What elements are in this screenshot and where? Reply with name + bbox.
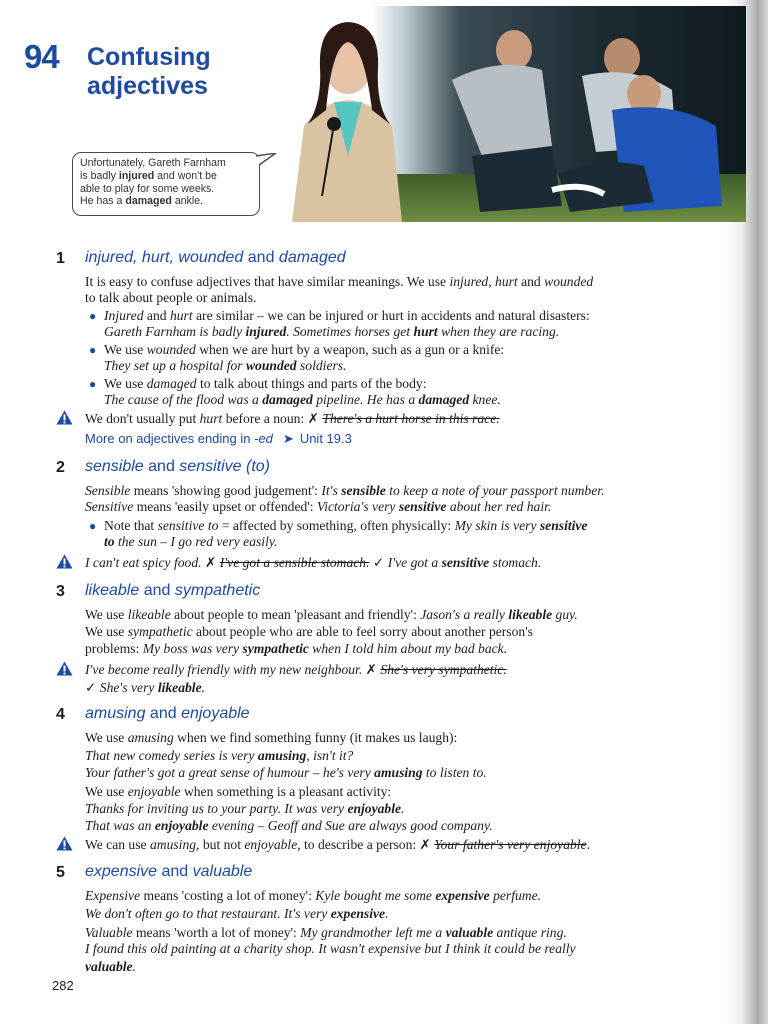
warning-icon: [56, 554, 73, 569]
section-title: amusing and enjoyable: [85, 705, 250, 722]
speech-bubble-tail: [256, 153, 278, 167]
text-line: We use amusing when we find something funny (it makes us laugh):: [85, 730, 458, 745]
text-line: Sensible means 'showing good judgement': It's sensible to keep a note of your passport number.: [85, 483, 605, 498]
warning-note: We don't usually put hurt before a noun: ✗ There's a hurt horse in this race.: [85, 411, 500, 426]
text-line: Sensitive means 'easily upset or offended': Victoria's very sensitive about her red hair.: [85, 499, 552, 514]
photo-figures: [252, 6, 746, 222]
text-line: Thanks for inviting us to your party. It was very enjoyable.: [85, 801, 405, 816]
section-number: 2: [56, 459, 65, 476]
warning-note: I can't eat spicy food. ✗ I've got a sensible stomach. ✓ I've got a sensitive stomach.: [85, 555, 542, 570]
arrow-right-icon: ➤: [282, 431, 294, 446]
text-line: problems: My boss was very sympathetic when I told him about my bad back.: [85, 641, 508, 656]
bullet-point: We use damaged to talk about things and parts of the body:: [104, 376, 427, 391]
warning-note: We can use amusing, but not enjoyable, to describe a person: ✗ Your father's very enjoyable.: [85, 837, 591, 852]
text-line: We don't often go to that restaurant. It's very expensive.: [85, 906, 389, 921]
text-line: valuable.: [85, 959, 136, 974]
bullet-icon: ●: [89, 519, 97, 533]
unit-title: Confusing adjectives: [87, 43, 211, 100]
text-line: ✓ She's very likeable.: [85, 680, 206, 695]
warning-icon: [56, 410, 73, 425]
text-line: to talk about people or animals.: [85, 290, 257, 305]
speech-bubble-line: able to play for some weeks.: [80, 182, 215, 195]
unit-number: 94: [24, 38, 59, 75]
cross-reference-link[interactable]: [85, 431, 352, 447]
photo-football-interview: [252, 6, 746, 222]
section-number: 3: [56, 583, 65, 600]
bullet-point: Note that sensitive to = affected by something, often physically: My skin is very sensitive: [104, 518, 588, 533]
bullet-icon: ●: [89, 309, 97, 323]
bullet-icon: ●: [89, 343, 97, 357]
text-line: Gareth Farnham is badly injured. Sometimes horses get hurt when they are racing.: [104, 324, 560, 339]
text-line: The cause of the flood was a damaged pipeline. He has a damaged knee.: [104, 392, 501, 407]
text-line: We use likeable about people to mean 'pleasant and friendly': Jason's a really likeable guy.: [85, 607, 578, 622]
section-title: injured, hurt, wounded and damaged: [85, 249, 346, 266]
speech-bubble-line: He has a damaged ankle.: [80, 195, 204, 208]
bullet-icon: ●: [89, 377, 97, 391]
section-title: expensive and valuable: [85, 863, 253, 880]
text-line: I found this old painting at a charity shop. It wasn't expensive but I think it could be really: [85, 941, 576, 956]
warning-icon: [56, 661, 73, 676]
section-number: 1: [56, 250, 65, 267]
speech-bubble-line: is badly injured and won't be: [80, 169, 217, 182]
warning-note: I've become really friendly with my new neighbour. ✗ She's very sympathetic.: [85, 662, 507, 677]
text-line: That new comedy series is very amusing, isn't it?: [85, 748, 354, 763]
speech-bubble-line: Unfortunately, Gareth Farnham: [80, 157, 226, 169]
speech-bubble: [72, 152, 260, 216]
text-line: Expensive means 'costing a lot of money': Kyle bought me some expensive perfume.: [85, 888, 542, 903]
section-title: sensible and sensitive (to): [85, 458, 270, 475]
section-number: 4: [56, 706, 65, 723]
section-number: 5: [56, 864, 65, 881]
text-line: Your father's got a great sense of humour – he's very amusing to listen to.: [85, 765, 487, 780]
text-line: That was an enjoyable evening – Geoff and Sue are always good company.: [85, 818, 493, 833]
text-line: We use enjoyable when something is a pleasant activity:: [85, 784, 392, 799]
text-line: It is easy to confuse adjectives that have similar meanings. We use injured, hurt and wounded: [85, 274, 594, 289]
cross-reference-text: More on adjectives ending in -ed: [85, 431, 273, 446]
warning-icon: [56, 836, 73, 851]
page-number: 282: [52, 978, 74, 993]
cross-reference-target: Unit 19.3: [299, 431, 352, 446]
section-title: likeable and sympathetic: [85, 582, 261, 599]
bullet-point: Injured and hurt are similar – we can be injured or hurt in accidents and natural disasters:: [104, 308, 590, 323]
text-line: Valuable means 'worth a lot of money': My grandmother left me a valuable antique ring.: [85, 925, 567, 940]
bullet-point: We use wounded when we are hurt by a weapon, such as a gun or a knife:: [104, 342, 505, 357]
text-line: We use sympathetic about people who are able to feel sorry about another person's: [85, 624, 533, 639]
text-line: They set up a hospital for wounded soldiers.: [104, 358, 347, 373]
text-line: to the sun – I go red very easily.: [104, 534, 278, 549]
